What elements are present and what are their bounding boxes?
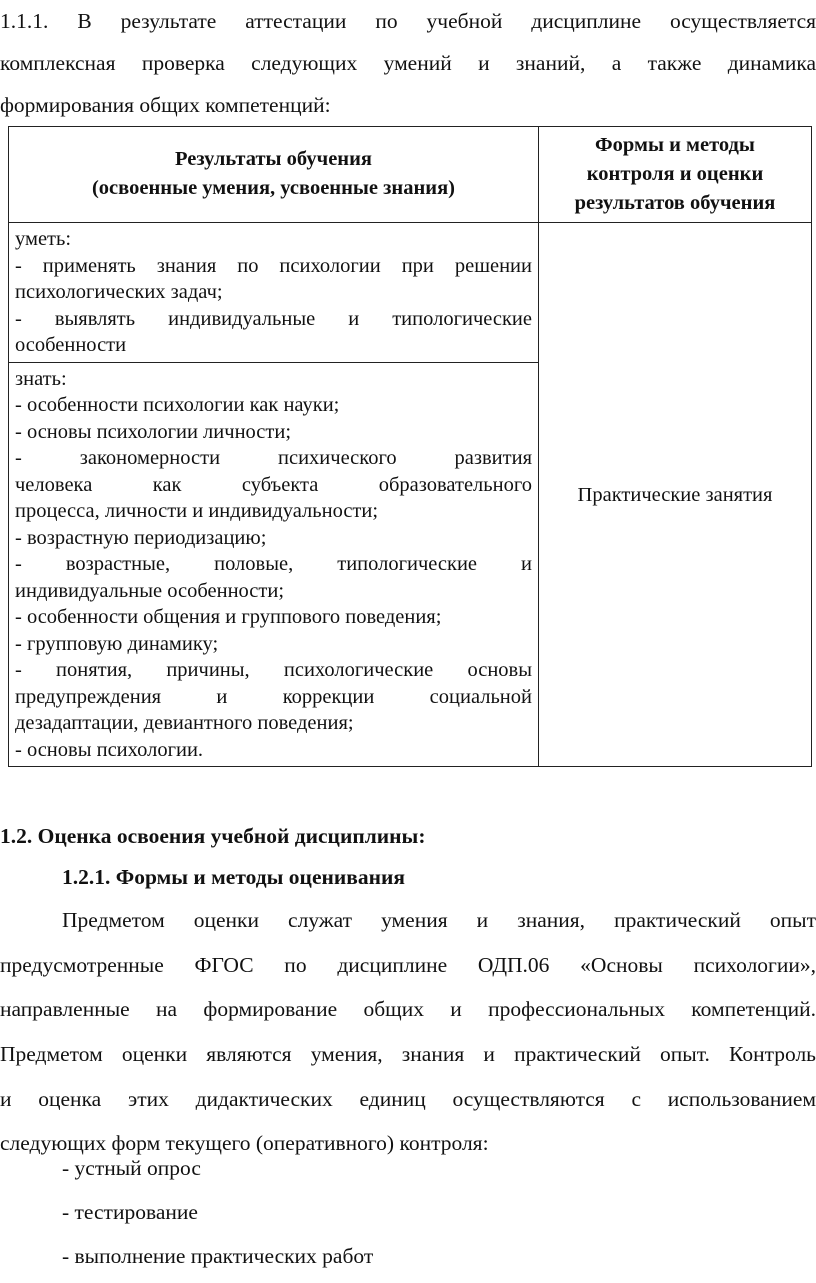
knowledge-line: - особенности общения и группового поведения; — [15, 606, 442, 628]
paragraph-line: следующих форм текущего (оперативного) контроля: — [0, 1131, 489, 1156]
skills-line: особенности — [15, 334, 127, 356]
skills-cell — [9, 223, 539, 363]
paragraph-line: и оценка этих дидактических единиц осуществляются с использованием — [0, 1086, 816, 1111]
knowledge-line: процесса, личности и индивидуальности; — [15, 500, 379, 522]
knowledge-line: индивидуальные особенности; — [15, 579, 285, 602]
header-learning-results — [9, 127, 539, 223]
paragraph-line: Предметом оценки являются умения, знания и практический опыт. Контроль — [0, 1042, 816, 1067]
skills-line: - выявлять индивидуальные и типологические — [15, 307, 532, 330]
paragraph-line: направленные на формирование общих и профессиональных компетенций. — [0, 997, 816, 1022]
header-col1-line: (освоенные умения, усвоенные знания) — [91, 177, 455, 199]
list-item: - тестирование — [62, 1200, 198, 1224]
paragraph-line: предусмотренные ФГОС по дисциплине ОДП.06 «Основы психологии», — [0, 952, 816, 977]
intro-line: 1.1.1. В результате аттестации по учебной дисциплине осуществляется — [0, 9, 816, 33]
knowledge-line: дезадаптации, девиантного поведения; — [15, 712, 354, 734]
subsection-title: 1.2.1. Формы и методы оценивания — [62, 865, 406, 889]
knowledge-line: - групповую динамику; — [15, 632, 219, 655]
paragraph-line: Предметом оценки служат умения и знания, практический опыт — [62, 908, 816, 932]
section-title: 1.2. Оценка освоения учебной дисциплины: — [0, 824, 426, 848]
control-forms-list — [62, 1146, 373, 1278]
intro-line: комплексная проверка следующих умений и знаний, а также динамика — [0, 51, 816, 75]
knowledge-line: предупреждения и коррекции социальной — [15, 685, 532, 708]
skills-line: психологических задач; — [15, 281, 223, 303]
header-col2-line: Формы и методы — [595, 134, 755, 156]
table-header-row — [9, 127, 812, 223]
knowledge-line: - особенности психологии как науки; — [15, 394, 340, 416]
skills-line: уметь: — [15, 228, 72, 250]
skills-line: - применять знания по психологии при решении — [15, 254, 532, 277]
knowledge-line: человека как субъекта образовательного — [15, 473, 532, 496]
knowledge-line: - возрастную периодизацию; — [15, 526, 267, 549]
knowledge-line: - понятия, причины, психологические основы — [15, 659, 532, 681]
knowledge-line: - закономерности психического развития — [15, 447, 532, 469]
knowledge-line: - основы психологии личности; — [15, 420, 292, 443]
list-item: - устный опрос — [62, 1156, 201, 1180]
intro-line: формирования общих компетенций: — [0, 93, 331, 117]
knowledge-line: - возрастные, половые, типологические и — [15, 553, 532, 575]
intro-paragraph — [0, 0, 816, 126]
header-control-methods — [539, 127, 812, 223]
assessment-paragraph — [0, 898, 816, 1166]
results-table — [8, 126, 812, 767]
header-col1-line: Результаты обучения — [174, 148, 373, 170]
header-col2-line: результатов обучения — [574, 192, 776, 214]
knowledge-line: - основы психологии. — [15, 738, 204, 761]
methods-cell: Практические занятия — [539, 223, 812, 767]
header-col2-line: контроля и оценки — [586, 163, 764, 185]
knowledge-line: знать: — [15, 367, 67, 390]
table-row-skills — [9, 223, 812, 363]
knowledge-cell — [9, 362, 539, 767]
list-item: - выполнение практических работ — [62, 1244, 374, 1268]
